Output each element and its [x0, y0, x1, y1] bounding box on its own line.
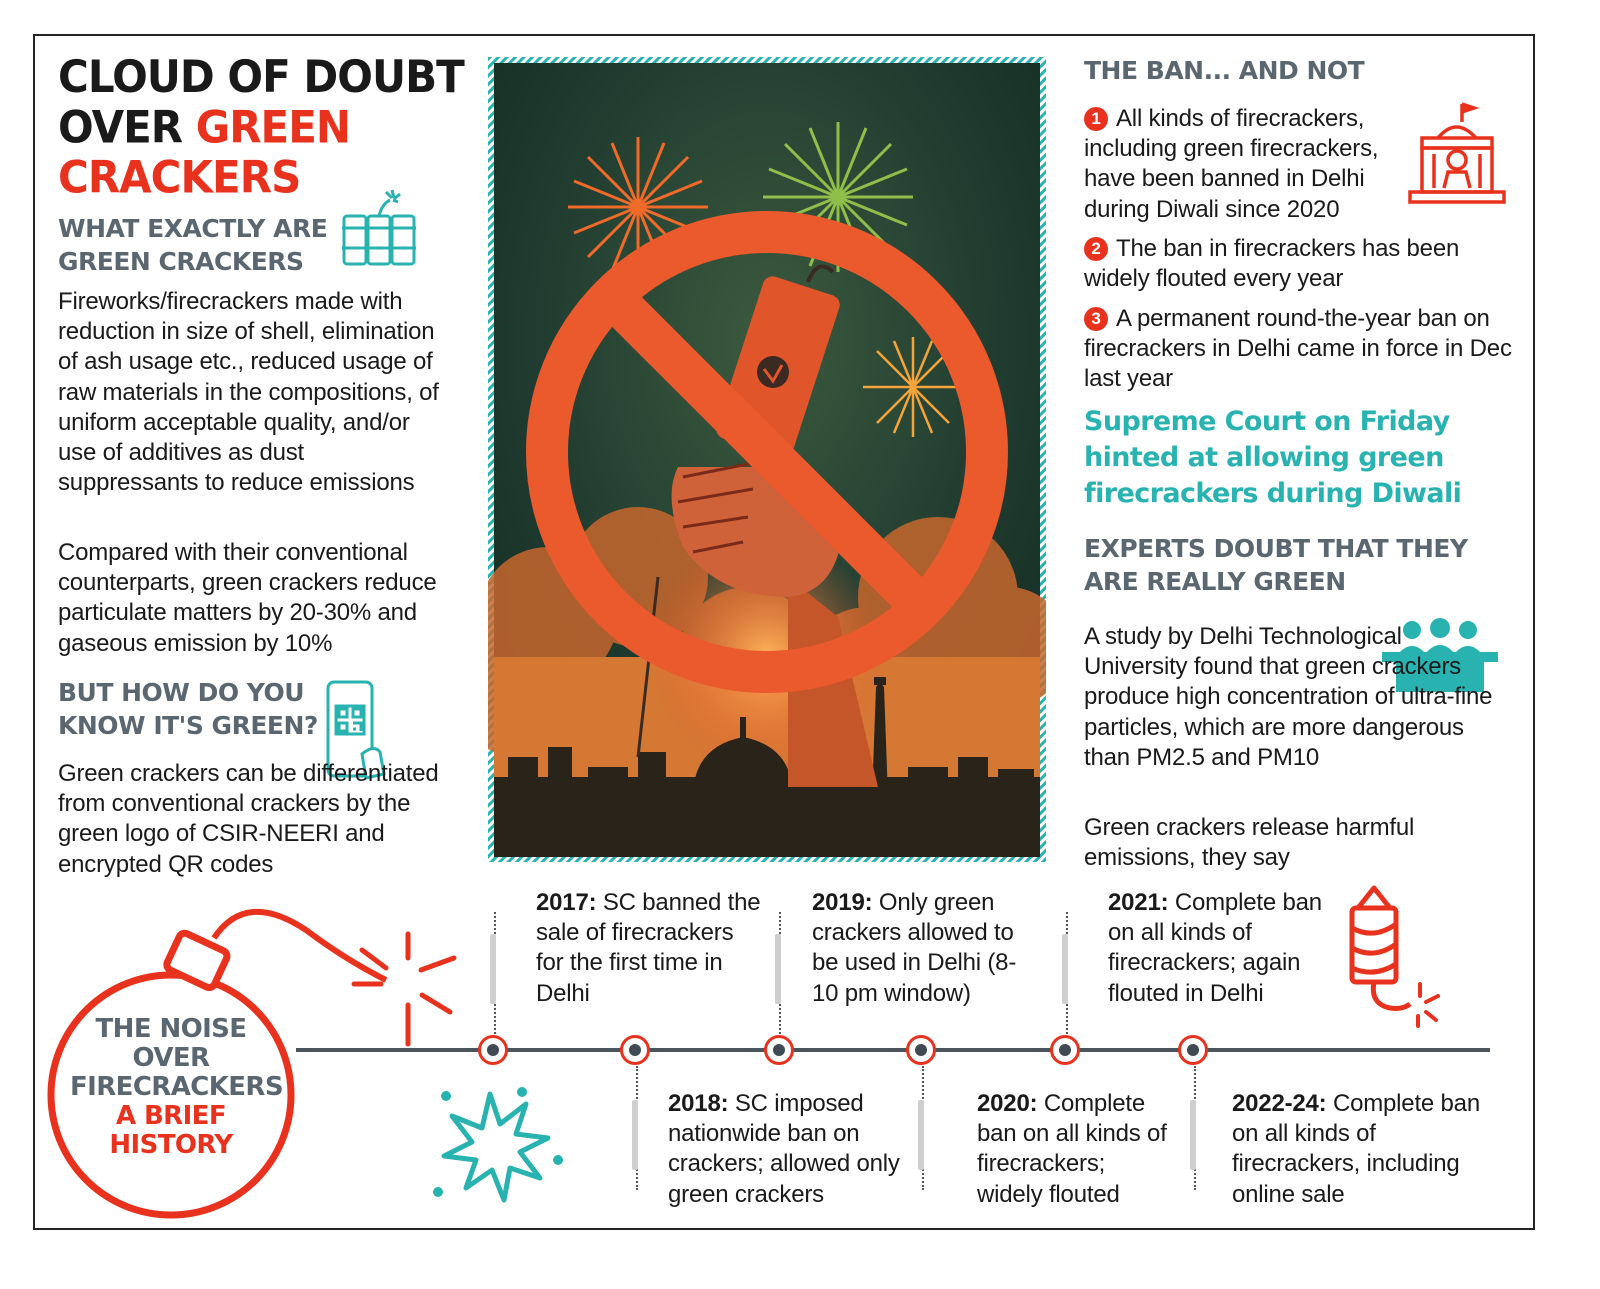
ban-number-2: 2 [1084, 237, 1108, 261]
what-heading-line-1: WHAT EXACTLY ARE [58, 214, 328, 243]
ban-number-3: 3 [1084, 307, 1108, 331]
experts-heading [1084, 532, 1504, 598]
timeline-text-2022-24: Complete ban on all kinds of firecrackers, including online sale [1232, 1090, 1480, 1208]
starburst-icon [430, 1082, 570, 1208]
ban-number-1: 1 [1084, 107, 1108, 131]
title-line-3: CRACKERS [58, 151, 301, 204]
timeline-year-2017: 2017: [536, 889, 597, 916]
timeline-text-2018: SC imposed nationwide ban on crackers; allowed only green crackers [668, 1090, 900, 1208]
timeline-year-2022-24: 2022-24: [1232, 1090, 1327, 1117]
history-line-4: A BRIEF [115, 1101, 226, 1131]
release-body: Green crackers release harmful emissions, they say [1084, 814, 1415, 872]
timeline-text-2021: Complete ban on all kinds of firecrackers; again flouted in Delhi [1108, 889, 1322, 1007]
page-title [58, 52, 478, 203]
what-body: Fireworks/firecrackers made with reduction in size of shell, elimination of ash usage etc., reduced usage of raw materials in the compositions, of uniform acceptable quality, and/or use of additives as dust suppressants to reduce emissions [58, 288, 439, 497]
timeline-node-2019 [764, 1035, 794, 1065]
compare-body: Compared with their conventional counterparts, green crackers reduce particulate matters by 20-30% and gaseous emission by 10% [58, 539, 437, 657]
timeline-text-2019: Only green crackers allowed to be used in Delhi (8-10 pm window) [812, 889, 1017, 1007]
timeline-entry-2022-24 [1232, 1089, 1502, 1210]
how-body: Green crackers can be differentiated from conventional crackers by the green logo of CSIR-NEERI and encrypted QR codes [58, 760, 439, 878]
timeline-text-2017: SC banned the sale of firecrackers for the first time in Delhi [536, 889, 761, 1007]
timeline-text-2020: Complete ban on all kinds of firecrackers; widely flouted [977, 1090, 1167, 1208]
how-heading [58, 676, 328, 742]
title-over: OVER [58, 101, 196, 153]
ban-illustration [488, 57, 1046, 862]
court-building-icon [1404, 100, 1510, 210]
study-body: A study by Delhi Technological University found that green crackers produce high concentration of ultra-fine particles, which are more dangerous than PM2.5 and PM10 [1084, 623, 1493, 771]
what-heading-line-2: GREEN CRACKERS [58, 247, 304, 276]
timeline-year-2018: 2018: [668, 1090, 729, 1117]
timeline-bar-2017 [490, 934, 496, 1004]
ban-heading: THE BAN... AND NOT [1084, 56, 1365, 85]
timeline-node-2022-24 [1178, 1035, 1208, 1065]
timeline-bar-2021 [1062, 934, 1068, 1004]
title-line-2 [58, 102, 478, 152]
ban-point-3-text: A permanent round-the-year ban on firecrackers in Delhi came in force in Dec last year [1084, 305, 1512, 393]
timeline-node-2021 [1050, 1035, 1080, 1065]
history-line-2: OVER [132, 1043, 210, 1073]
timeline-bar-2019 [775, 934, 781, 1004]
ban-point-1-text: All kinds of firecrackers, including green firecrackers, have been banned in Delhi during Diwali since 2020 [1084, 105, 1379, 223]
firecracker-bundle-icon [338, 186, 420, 270]
how-heading-line-2: KNOW IT'S GREEN? [58, 711, 318, 740]
ban-point-1 [1084, 104, 1404, 225]
history-line-3: FIRECRACKERS [70, 1072, 283, 1102]
timeline-year-2019: 2019: [812, 889, 873, 916]
timeline-node-2020 [906, 1035, 936, 1065]
timeline-bar-2018 [632, 1100, 638, 1170]
what-heading [58, 212, 348, 278]
timeline-entry-2017 [536, 888, 764, 1009]
history-line-1: THE NOISE [95, 1014, 247, 1044]
ban-point-2-text: The ban in firecrackers has been widely flouted every year [1084, 235, 1460, 293]
timeline-entry-2021 [1108, 888, 1328, 1009]
experts-heading-line-1: EXPERTS DOUBT THAT THEY [1084, 534, 1468, 563]
ban-point-2 [1084, 234, 1504, 294]
rocket-icon [1340, 884, 1450, 1028]
title-line-1: CLOUD OF DOUBT [58, 50, 464, 103]
ban-point-3 [1084, 304, 1514, 395]
timeline-node-2018 [620, 1035, 650, 1065]
timeline-entry-2019 [812, 888, 1040, 1009]
supreme-court-callout: Supreme Court on Friday hinted at allowing green firecrackers during Diwali [1084, 406, 1462, 509]
timeline-year-2020: 2020: [977, 1090, 1038, 1117]
timeline-axis [296, 1048, 1490, 1052]
how-heading-line-1: BUT HOW DO YOU [58, 678, 305, 707]
experts-heading-line-2: ARE REALLY GREEN [1084, 567, 1346, 596]
history-line-5: HISTORY [109, 1130, 233, 1160]
timeline-node-2017 [478, 1035, 508, 1065]
timeline-year-2021: 2021: [1108, 889, 1169, 916]
history-label [70, 1014, 283, 1160]
timeline-bar-2020 [918, 1100, 924, 1170]
timeline-entry-2018 [668, 1089, 908, 1210]
timeline-bar-2022-24 [1190, 1100, 1196, 1170]
timeline-entry-2020 [977, 1089, 1167, 1210]
title-green: GREEN [195, 101, 351, 153]
